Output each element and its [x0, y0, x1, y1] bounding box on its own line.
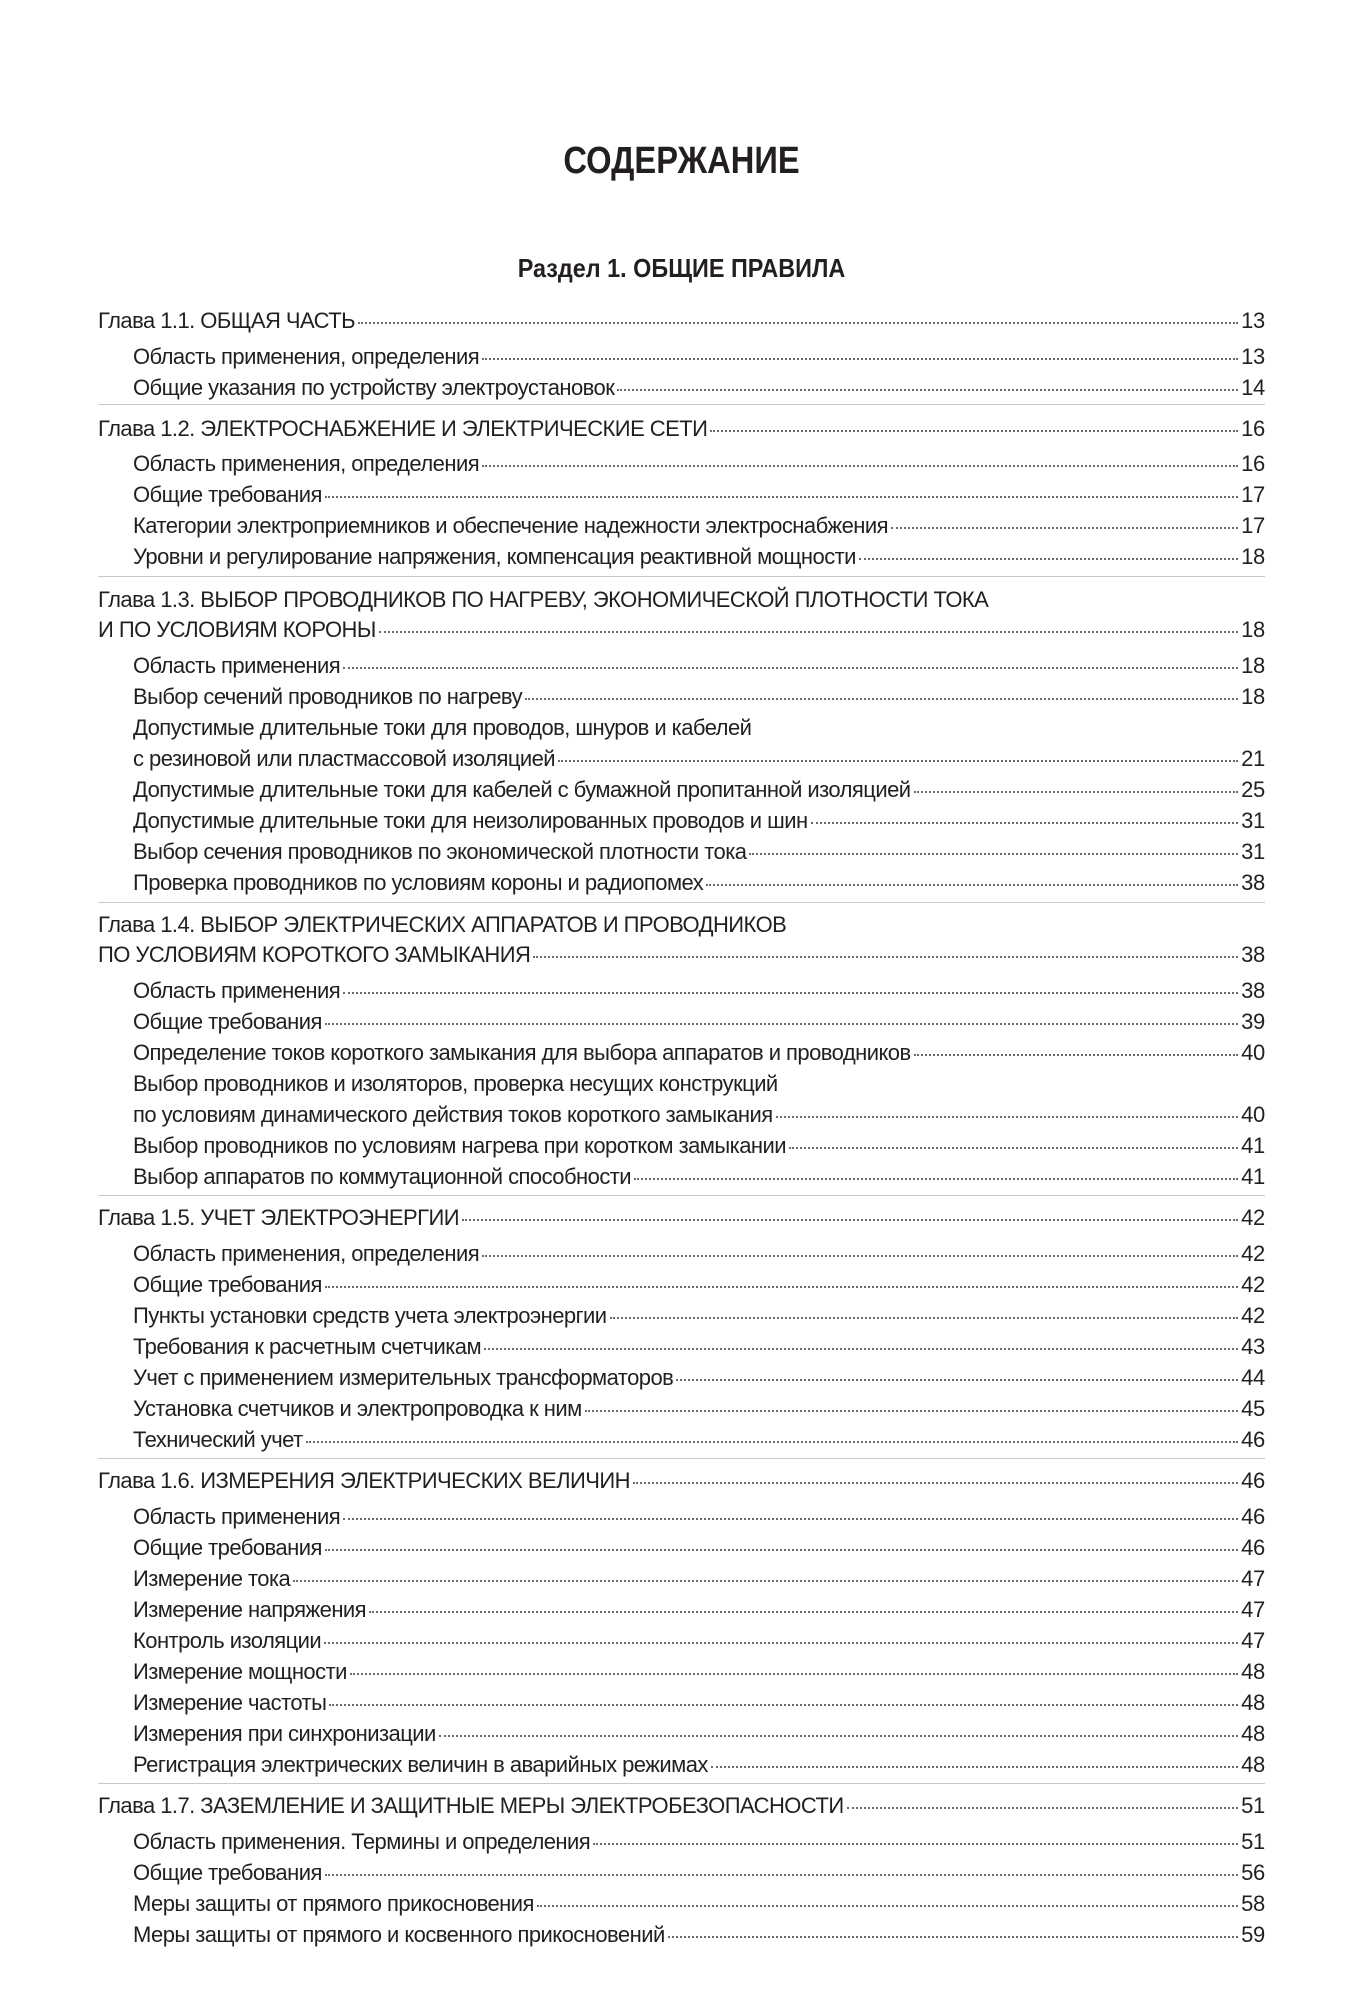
toc-entry[interactable]	[0, 836, 1363, 867]
page-number: 59	[1241, 1922, 1265, 1947]
page-number: 14	[1241, 375, 1265, 400]
dot-leader	[329, 1704, 1238, 1706]
chapter-divider	[98, 404, 1265, 405]
dot-leader	[462, 1219, 1238, 1221]
toc-entry-chapter[interactable]	[0, 1202, 1363, 1233]
chapter-divider	[98, 1458, 1265, 1459]
toc-entry[interactable]	[0, 1300, 1363, 1331]
toc-entry[interactable]	[0, 1687, 1363, 1718]
dot-leader	[914, 1054, 1238, 1056]
toc-entry[interactable]	[0, 341, 1363, 372]
toc-entry-chapter[interactable]	[0, 584, 1363, 615]
toc-entry-title: Область применения	[133, 978, 341, 1003]
toc-entry-title: по условиям динамического действия токов короткого замыкания	[133, 1102, 773, 1127]
toc-entry-title: Установка счетчиков и электропроводка к ним	[133, 1396, 582, 1421]
page-number: 47	[1241, 1597, 1265, 1622]
toc-entry-title: Технический учет	[133, 1427, 303, 1452]
toc-entry-title: Измерение мощности	[133, 1659, 347, 1684]
toc-entry-title: Глава 1.2. ЭЛЕКТРОСНАБЖЕНИЕ И ЭЛЕКТРИЧЕСКИЕ СЕТИ	[98, 416, 708, 441]
toc-entry[interactable]	[0, 743, 1363, 774]
toc-entry[interactable]	[0, 448, 1363, 479]
toc-entry[interactable]	[0, 1563, 1363, 1594]
dot-leader	[634, 1178, 1238, 1180]
toc-entry[interactable]	[0, 1501, 1363, 1532]
chapter-divider	[98, 1783, 1265, 1784]
toc-entry-title: Пункты установки средств учета электроэнергии	[133, 1303, 607, 1328]
toc-entry[interactable]	[0, 1424, 1363, 1455]
toc-entry[interactable]	[0, 1269, 1363, 1300]
toc-entry[interactable]	[0, 774, 1363, 805]
dot-leader	[789, 1147, 1238, 1149]
toc-entry-title: Измерения при синхронизации	[133, 1721, 436, 1746]
dot-leader	[668, 1936, 1238, 1938]
dot-leader	[343, 1518, 1238, 1520]
toc-entry[interactable]	[0, 1393, 1363, 1424]
dot-leader	[525, 698, 1238, 700]
toc-entry-title: Измерение тока	[133, 1566, 291, 1591]
toc-entry-title: Глава 1.6. ИЗМЕРЕНИЯ ЭЛЕКТРИЧЕСКИХ ВЕЛИЧИН	[98, 1468, 630, 1493]
toc-entry-title: Допустимые длительные токи для кабелей с бумажной пропитанной изоляцией	[133, 777, 911, 802]
dot-leader	[859, 558, 1238, 560]
dot-leader	[617, 389, 1238, 391]
toc-entry[interactable]	[0, 1068, 1363, 1099]
dot-leader	[676, 1379, 1238, 1381]
dot-leader	[749, 853, 1238, 855]
dot-leader	[533, 956, 1238, 958]
toc-entry[interactable]	[0, 1594, 1363, 1625]
toc-entry[interactable]	[0, 1331, 1363, 1362]
page-number: 43	[1241, 1334, 1265, 1359]
toc-entry-title: Категории электроприемников и обеспечение надежности электроснабжения	[133, 513, 888, 538]
dot-leader	[585, 1410, 1238, 1412]
dot-leader	[484, 1348, 1238, 1350]
dot-leader	[343, 992, 1238, 994]
dot-leader	[811, 822, 1239, 824]
page-number: 46	[1241, 1504, 1265, 1529]
toc-entry-title: Требования к расчетным счетчикам	[133, 1334, 482, 1359]
page-number: 45	[1241, 1396, 1265, 1421]
dot-leader	[891, 527, 1238, 529]
dot-leader	[325, 1874, 1238, 1876]
toc-entry[interactable]	[0, 712, 1363, 743]
page-number: 38	[1241, 870, 1265, 895]
page-number: 16	[1241, 416, 1265, 441]
dot-leader	[350, 1673, 1238, 1675]
toc-entry[interactable]	[0, 1826, 1363, 1857]
page-number: 13	[1241, 344, 1265, 369]
dot-leader	[847, 1807, 1239, 1809]
toc-entry-title: Уровни и регулирование напряжения, компенсация реактивной мощности	[133, 544, 856, 569]
toc-entry-title: Глава 1.3. ВЫБОР ПРОВОДНИКОВ ПО НАГРЕВУ, ЭКОНОМИЧЕСКОЙ ПЛОТНОСТИ ТОКА	[98, 587, 989, 612]
page-number: 46	[1241, 1535, 1265, 1560]
toc-entry-title: Выбор аппаратов по коммутационной способности	[133, 1164, 632, 1189]
dot-leader	[710, 430, 1238, 432]
page-number: 41	[1241, 1133, 1265, 1158]
toc-entry[interactable]	[0, 1919, 1363, 1950]
toc-entry-title: Область применения, определения	[133, 344, 480, 369]
toc-entry[interactable]	[0, 1238, 1363, 1269]
page-number: 47	[1241, 1628, 1265, 1653]
toc-entry[interactable]	[0, 1749, 1363, 1780]
toc-entry-title: Выбор проводников и изоляторов, проверка несущих конструкций	[133, 1071, 778, 1096]
page-title: СОДЕРЖАНИЕ	[563, 140, 800, 182]
page-number: 31	[1241, 839, 1265, 864]
toc-entry-title: ПО УСЛОВИЯМ КОРОТКОГО ЗАМЫКАНИЯ	[98, 942, 531, 967]
dot-leader	[593, 1843, 1238, 1845]
page-number: 18	[1241, 684, 1265, 709]
toc-entry[interactable]	[0, 1037, 1363, 1068]
dot-leader	[379, 631, 1238, 633]
page-number: 25	[1241, 777, 1265, 802]
toc-entry-chapter[interactable]	[0, 305, 1363, 336]
page-number: 51	[1241, 1793, 1265, 1818]
toc-entry-chapter[interactable]	[0, 909, 1363, 940]
toc-entry-title: Меры защиты от прямого прикосновения	[133, 1891, 534, 1916]
page-number: 46	[1241, 1427, 1265, 1452]
toc-entry-title: Область применения	[133, 653, 341, 678]
toc-entry-title: Учет с применением измерительных трансформаторов	[133, 1365, 674, 1390]
page-number: 31	[1241, 808, 1265, 833]
dot-leader	[325, 1549, 1238, 1551]
page-number: 41	[1241, 1164, 1265, 1189]
toc-entry-title: Область применения. Термины и определения	[133, 1829, 591, 1854]
toc-entry[interactable]	[0, 1362, 1363, 1393]
dot-leader	[482, 1255, 1238, 1257]
section-heading: Раздел 1. ОБЩИЕ ПРАВИЛА	[517, 253, 846, 283]
page-number: 16	[1241, 451, 1265, 476]
dot-leader	[558, 760, 1238, 762]
page-number: 18	[1241, 653, 1265, 678]
toc-entry-chapter[interactable]	[0, 1465, 1363, 1496]
toc-entry-title: Выбор сечения проводников по экономической плотности тока	[133, 839, 747, 864]
page-number: 48	[1241, 1752, 1265, 1777]
toc-entry-title: Общие требования	[133, 1272, 322, 1297]
toc-entry-title: Область применения, определения	[133, 1241, 480, 1266]
page-number: 46	[1241, 1468, 1265, 1493]
page-number: 13	[1241, 308, 1265, 333]
toc-entry-title: Меры защиты от прямого и косвенного прикосновений	[133, 1922, 665, 1947]
toc-entry[interactable]	[0, 1888, 1363, 1919]
page-number: 48	[1241, 1690, 1265, 1715]
toc-entry-title: Область применения	[133, 1504, 341, 1529]
page-number: 42	[1241, 1272, 1265, 1297]
toc-entry-title: Допустимые длительные токи для неизолированных проводов и шин	[133, 808, 808, 833]
dot-leader	[482, 358, 1238, 360]
toc-entry-title: Общие требования	[133, 1535, 322, 1560]
toc-entry[interactable]	[0, 1006, 1363, 1037]
dot-leader	[343, 667, 1238, 669]
toc-entry-chapter[interactable]	[0, 1790, 1363, 1821]
page-number: 48	[1241, 1659, 1265, 1684]
toc-entry-title: Глава 1.7. ЗАЗЕМЛЕНИЕ И ЗАЩИТНЫЕ МЕРЫ ЭЛЕКТРОБЕЗОПАСНОСТИ	[98, 1793, 844, 1818]
dot-leader	[325, 496, 1238, 498]
dot-leader	[306, 1441, 1238, 1443]
toc-entry-title: Определение токов короткого замыкания для выбора аппаратов и проводников	[133, 1040, 911, 1065]
toc-entry-title: Область применения, определения	[133, 451, 480, 476]
dot-leader	[711, 1766, 1238, 1768]
page-number: 42	[1241, 1205, 1265, 1230]
page-number: 18	[1241, 544, 1265, 569]
toc-entry-title: Проверка проводников по условиям короны и радиопомех	[133, 870, 704, 895]
page-number: 58	[1241, 1891, 1265, 1916]
page-number: 44	[1241, 1365, 1265, 1390]
toc-entry-title: Выбор проводников по условиям нагрева при коротком замыкании	[133, 1133, 786, 1158]
toc-entry-title: Общие требования	[133, 482, 322, 507]
page-number: 51	[1241, 1829, 1265, 1854]
dot-leader	[439, 1735, 1238, 1737]
toc-entry-title: Глава 1.5. УЧЕТ ЭЛЕКТРОЭНЕРГИИ	[98, 1205, 460, 1230]
dot-leader	[706, 884, 1238, 886]
toc-entry-title: Выбор сечений проводников по нагреву	[133, 684, 523, 709]
toc-entry-chapter[interactable]	[0, 614, 1363, 645]
dot-leader	[358, 322, 1238, 324]
toc-entry[interactable]	[0, 867, 1363, 898]
chapter-divider	[98, 1195, 1265, 1196]
toc-entry-title: Допустимые длительные токи для проводов, шнуров и кабелей	[133, 715, 752, 740]
page-number: 42	[1241, 1303, 1265, 1328]
toc-entry[interactable]	[0, 510, 1363, 541]
toc-entry-title: Измерение частоты	[133, 1690, 327, 1715]
toc-entry[interactable]	[0, 1099, 1363, 1130]
toc-entry[interactable]	[0, 805, 1363, 836]
page-number: 42	[1241, 1241, 1265, 1266]
toc-entry-chapter[interactable]	[0, 939, 1363, 970]
toc-entry-chapter[interactable]	[0, 413, 1363, 444]
toc-entry-title: Общие требования	[133, 1009, 322, 1034]
page-number: 18	[1241, 617, 1265, 642]
page-number: 40	[1241, 1040, 1265, 1065]
toc-entry-title: Регистрация электрических величин в аварийных режимах	[133, 1752, 708, 1777]
page-number: 56	[1241, 1860, 1265, 1885]
toc-entry[interactable]	[0, 681, 1363, 712]
dot-leader	[633, 1482, 1238, 1484]
toc-entry-title: Общие указания по устройству электроустановок	[133, 375, 615, 400]
toc-entry[interactable]	[0, 1161, 1363, 1192]
dot-leader	[537, 1905, 1238, 1907]
chapter-divider	[98, 902, 1265, 903]
page-number: 17	[1241, 513, 1265, 538]
dot-leader	[369, 1611, 1238, 1613]
toc-entry-title: Глава 1.4. ВЫБОР ЭЛЕКТРИЧЕСКИХ АППАРАТОВ И ПРОВОДНИКОВ	[98, 912, 787, 937]
page-number: 21	[1241, 746, 1265, 771]
toc-entry[interactable]	[0, 650, 1363, 681]
toc-entry-title: Глава 1.1. ОБЩАЯ ЧАСТЬ	[98, 308, 355, 333]
page-number: 38	[1241, 942, 1265, 967]
page-number: 17	[1241, 482, 1265, 507]
page-number: 48	[1241, 1721, 1265, 1746]
toc-entry-title: И ПО УСЛОВИЯМ КОРОНЫ	[98, 617, 376, 642]
dot-leader	[324, 1642, 1238, 1644]
chapter-divider	[98, 576, 1265, 577]
dot-leader	[325, 1023, 1238, 1025]
toc-entry[interactable]	[0, 1532, 1363, 1563]
dot-leader	[293, 1580, 1238, 1582]
toc-entry[interactable]	[0, 479, 1363, 510]
toc-entry[interactable]	[0, 975, 1363, 1006]
toc-entry-title: с резиновой или пластмассовой изоляцией	[133, 746, 556, 771]
dot-leader	[914, 791, 1239, 793]
toc-entry[interactable]	[0, 1656, 1363, 1687]
toc-entry[interactable]	[0, 1130, 1363, 1161]
toc-entry[interactable]	[0, 1625, 1363, 1656]
toc-entry-title: Измерение напряжения	[133, 1597, 367, 1622]
page-number: 40	[1241, 1102, 1265, 1127]
page-number: 39	[1241, 1009, 1265, 1034]
dot-leader	[325, 1286, 1238, 1288]
dot-leader	[610, 1317, 1239, 1319]
page-number: 38	[1241, 978, 1265, 1003]
dot-leader	[776, 1116, 1239, 1118]
page-number: 47	[1241, 1566, 1265, 1591]
toc-entry[interactable]	[0, 1718, 1363, 1749]
toc-entry[interactable]	[0, 372, 1363, 403]
toc-entry-title: Общие требования	[133, 1860, 322, 1885]
toc-entry-title: Контроль изоляции	[133, 1628, 322, 1653]
dot-leader	[482, 465, 1238, 467]
toc-entry[interactable]	[0, 1857, 1363, 1888]
toc-entry[interactable]	[0, 541, 1363, 572]
